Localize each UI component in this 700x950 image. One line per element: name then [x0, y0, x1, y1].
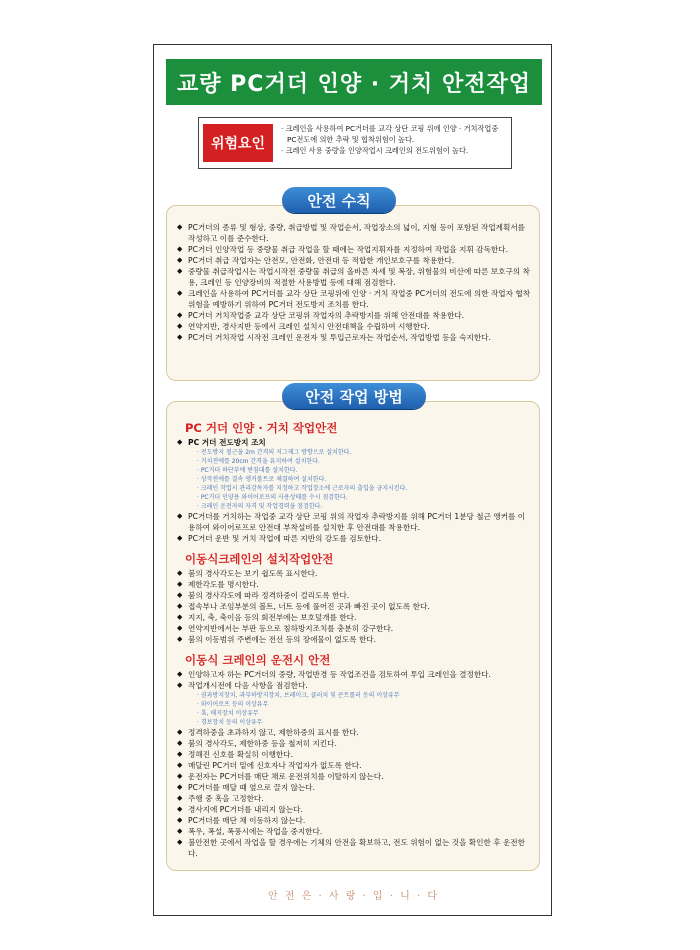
work-item: ◆ 지지, 축, 축이음 등의 회전부에는 보호덮개를 한다. — [177, 612, 531, 623]
work-item: ◆ 경사지에 PC거더를 내리지 않는다. — [177, 804, 531, 815]
work-item: ◆ PC거더를 매단 채 이동하지 않는다. — [177, 815, 531, 826]
hazard-label: 위험요인 — [203, 124, 273, 162]
sub-item: · 거치전에를 20cm 간격을 유지하여 설치한다. — [197, 458, 320, 465]
hazard-line: · 크레인을 사용하여 PC거더를 교각 상단 코핑 위에 인양 · 거치작업중 — [281, 124, 499, 133]
work-item: ◆ 붐의 경사각도는 보기 쉽도록 표시한다. — [177, 568, 531, 579]
work-item: ◆ 불안전한 곳에서 작업을 할 경우에는 기체의 안전을 확보하고, 전도 위험이 없는 것을 확인한 후 운전한다. — [177, 837, 531, 859]
work-item: ◆ 작업개시전에 다음 사항을 점검한다. — [177, 680, 531, 691]
rule-item: ◆ 크레인을 사용하여 PC거더를 교각 상단 코핑위에 인양 · 거치 작업중 PC거더의 전도에 의한 작업자 협착위험을 예방하기 위하여 PC거더 전도방지 조치를 한다. — [177, 288, 531, 310]
hazard-box — [198, 117, 512, 169]
work-item: ◆ 정해진 신호를 확실히 이행한다. — [177, 749, 531, 760]
safety-rules-box — [166, 205, 540, 381]
work-item: ◆ 주행 중 훅을 고정한다. — [177, 793, 531, 804]
work-item: ◆ 매달린 PC거더 밑에 신호자나 작업자가 없도록 한다. — [177, 760, 531, 771]
sub-item: · 상작전에를 결속 앵커볼트로 체결하여 설치한다. — [197, 476, 327, 483]
work-item: ◆ 운전자는 PC거더를 매단 채로 운전위치를 이탈하지 않는다. — [177, 771, 531, 782]
work-item: ◆ PC 거더 전도방지 조치 — [177, 437, 531, 448]
rule-item: ◆ PC거더 취급 작업자는 안전모, 안전화, 안전대 등 적합한 개인보호구를 착용한다. — [177, 255, 531, 266]
safe-work-heading: 안전 작업 방법 — [282, 383, 426, 409]
sub-item: · PC거더 하단부에 받침대를 설치한다. — [197, 467, 298, 474]
safety-rules-heading: 안전 수칙 — [282, 187, 396, 213]
hazard-text — [277, 118, 511, 168]
rule-item: ◆ PC거더의 종류 및 형상, 중량, 취급방법 및 작업순서, 작업장소의 넓이, 지형 등이 포함된 작업계획서를 작성하고 이를 준수한다. — [177, 222, 531, 244]
work-item: ◆ 제한각도를 명시한다. — [177, 579, 531, 590]
section-title: 이동식 크레인의 운전시 안전 — [185, 653, 331, 667]
section-title: 이동식크레인의 설치작업안전 — [185, 552, 334, 566]
sub-item: · 와이어로프 등의 이상유무 — [197, 701, 269, 708]
rule-item: ◆ PC거더 거치작업중 교각 상단 코핑위 작업자의 추락방지를 위해 안전대를 착용한다. — [177, 310, 531, 321]
sub-item: · 권과방지장치, 과부하방지장치, 브레이크, 클러치 및 콘트롤러 등의 이상유무 — [197, 692, 400, 699]
safety-poster — [153, 44, 552, 916]
rule-item: ◆ 중량물 취급작업시는 작업시작전 중량물 취급의 올바른 자세 및 복장, 위험물의 비산에 따른 보호구의 착용, 크레인 등 인양장비의 적절한 사용방법 등에 대해 점검한다. — [177, 266, 531, 288]
hazard-line: PC전도에 의한 추락 및 협착위험이 높다. — [287, 135, 415, 144]
rule-item: ◆ PC거더 인양작업 등 중량물 취급 작업을 할 때에는 작업지휘자를 지정하여 작업을 지휘 감독한다. — [177, 244, 531, 255]
sub-item: · 훅, 해지장치 이상유무 — [197, 710, 259, 717]
rule-item: ◆ PC거더 거치작업 시작전 크레인 운전자 및 투입근로자는 작업순서, 작업방법 등을 숙지한다. — [177, 332, 531, 343]
work-item: ◆ 연약지반에서는 부판 등으로 침하방지조치를 충분히 강구한다. — [177, 623, 531, 634]
work-item: ◆ 폭우, 폭설, 폭풍시에는 작업을 중지한다. — [177, 826, 531, 837]
work-item: ◆ 붐의 경사각도, 제한하중 등을 철저히 지킨다. — [177, 738, 531, 749]
poster-title: 교량 PC거더 인양 · 거치 안전작업 — [166, 59, 542, 105]
work-item: ◆ 접속부나 조임부분의 볼트, 너트 등에 풀어진 곳과 빠진 곳이 없도록 한다. — [177, 601, 531, 612]
work-item: ◆ 붐의 경사각도에 따라 정격하중이 걸리도록 한다. — [177, 590, 531, 601]
work-item: ◆ PC거더 운반 및 거치 작업에 따른 지반의 강도를 검토한다. — [177, 533, 531, 544]
sub-item: · 크레인 작업시 관리감독자를 지정하고 작업장소에 근로자의 출입을 금지시킨다. — [197, 485, 408, 492]
footer-slogan: 안 전 은 · 사 랑 · 입 · 니 · 다 — [268, 891, 439, 902]
hazard-line: · 크레인 사용 중량을 인양작업시 크레인의 전도위험이 높다. — [281, 146, 469, 155]
work-item: ◆ PC거더를 매달 때 옆으로 끌지 않는다. — [177, 782, 531, 793]
safe-work-box — [166, 401, 540, 871]
sub-item: · 크레인 운전자의 자격 및 작업경력을 점검한다. — [197, 503, 323, 510]
work-item: ◆ 붐의 이동범위 주변에는 전선 등의 장애물이 없도록 한다. — [177, 634, 531, 645]
work-item: ◆ PC거더를 거치하는 작업중 교각 상단 코핑 위의 작업자 추락방지를 위해 PC거더 1분당 철근 앵커를 이용하여 와이어로프로 안전대 부착설비를 설치한 후 안전대를 착용한다. — [177, 511, 531, 533]
work-item: ◆ 인양하고자 하는 PC거더의 중량, 작업반경 등 작업조건을 검토하여 투입 크레인을 결정한다. — [177, 669, 531, 680]
sub-item: · 경보장치 등의 이상유무 — [197, 719, 263, 726]
section-title: PC 거더 인양 · 거치 작업안전 — [185, 421, 338, 435]
work-item: ◆ 정격하중을 초과하지 않고, 제한하중의 표시를 한다. — [177, 727, 531, 738]
sub-item: · PC거더 인양용 와이어로프의 사용상태를 수시 점검한다. — [197, 494, 348, 501]
rule-item: ◆ 연약지반, 경사지반 등에서 크레인 설치시 안전대책을 수립하여 시행한다. — [177, 321, 531, 332]
sub-item: · 전도방지 철근을 2m 간격의 지그재그 방향으로 설치한다. — [197, 449, 352, 456]
